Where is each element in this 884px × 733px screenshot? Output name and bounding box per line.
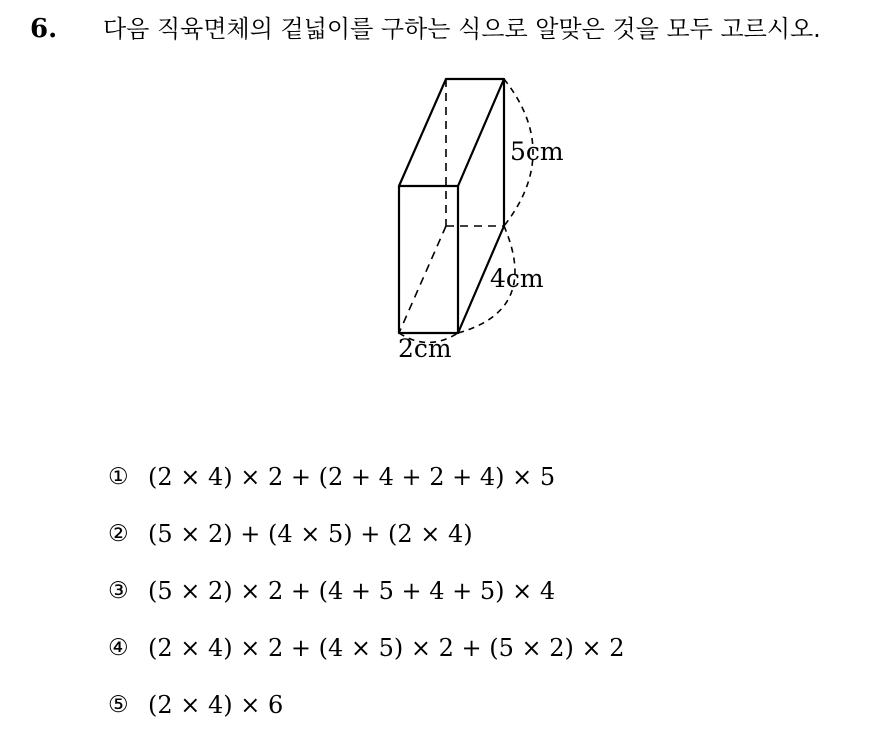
question-text: 다음 직육면체의 겉넓이를 구하는 식으로 알맞은 것을 모두 고르시오. [103, 15, 821, 43]
choice-marker: ③ [108, 577, 129, 604]
choice-marker: ② [108, 520, 129, 547]
choice-4[interactable] [108, 619, 625, 676]
choice-3[interactable] [108, 562, 625, 619]
cuboid-solid-edges [399, 79, 504, 333]
choice-5[interactable] [108, 676, 625, 733]
choice-expression: (2 × 4) × 2 + (2 + 4 + 2 + 4) × 5 [148, 462, 556, 491]
choice-marker: ⑤ [108, 691, 129, 718]
choice-list [108, 448, 625, 733]
choice-2[interactable] [108, 505, 625, 562]
choice-marker: ① [108, 463, 129, 490]
choice-expression: (5 × 2) × 2 + (4 + 5 + 4 + 5) × 4 [148, 576, 556, 605]
choice-expression: (2 × 4) × 6 [148, 690, 284, 719]
height-label: 5cm [510, 137, 564, 166]
width-label: 2cm [398, 334, 452, 363]
question-number: 6. [30, 14, 58, 44]
depth-label: 4cm [490, 264, 544, 293]
choice-expression: (2 × 4) × 2 + (4 × 5) × 2 + (5 × 2) × 2 [148, 633, 625, 662]
choice-expression: (5 × 2) + (4 × 5) + (2 × 4) [148, 519, 473, 548]
choice-1[interactable] [108, 448, 625, 505]
dimension-arcs [399, 79, 533, 343]
choice-marker: ④ [108, 634, 129, 661]
